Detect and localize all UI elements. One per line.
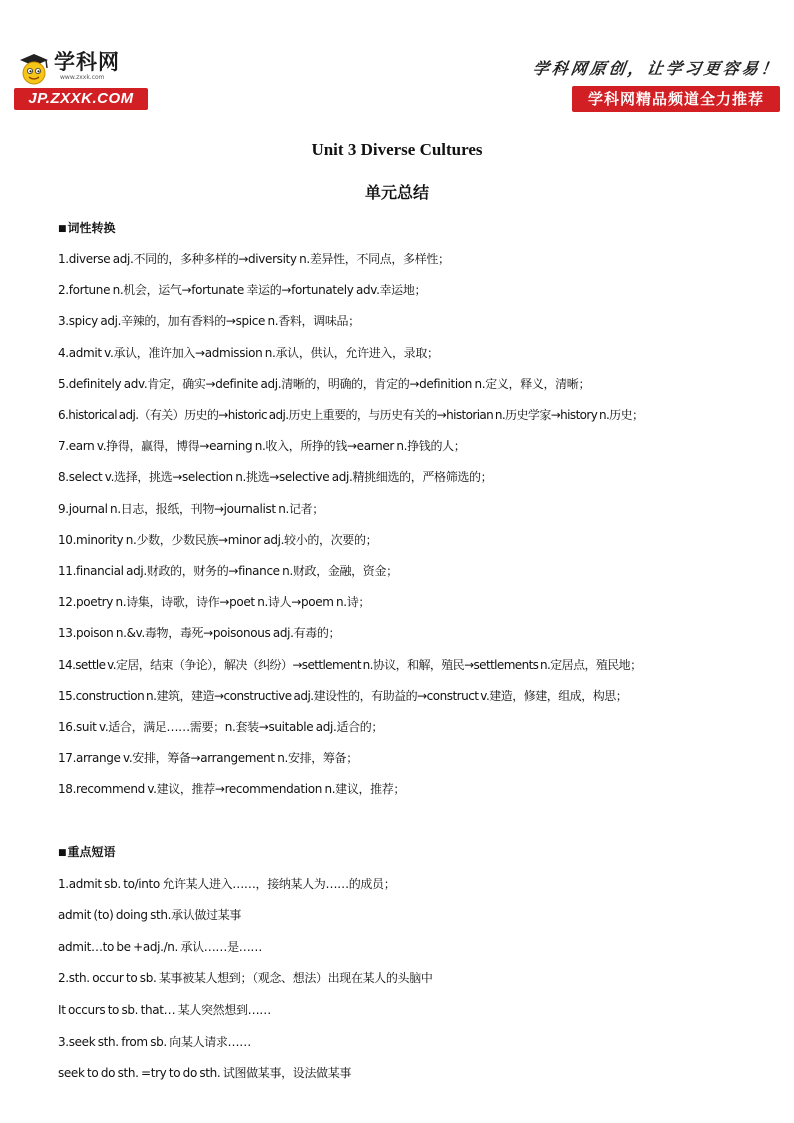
page-subtitle: 单元总结 [364, 183, 429, 202]
logo-small-url: www.zxxk.com [60, 74, 105, 81]
list-item: 18.recommend v.建议，推荐→recommendation n.建议，推荐； [58, 782, 406, 796]
mascot-icon [16, 52, 52, 88]
list-item: It occurs to sb. that… 某人突然想到…… [58, 1003, 271, 1017]
list-item: 2.sth. occur to sb. 某事被某人想到；（观念、想法）出现在某人的头脑中 [58, 971, 433, 985]
list-item: 8.select v.选择，挑选→selection n.挑选→selective adj.精挑细选的，严格筛选的； [58, 470, 493, 484]
list-item: 16.suit v.适合，满足……需要；n.套装→suitable adj.适合的； [58, 720, 384, 734]
list-item: 15.construction n.建筑，建造→constructive adj.建设性的，有助益的→construct v.建造，修建，组成，构思； [58, 689, 628, 703]
list-item: admit…to be +adj./n. 承认……是…… [58, 940, 263, 954]
list-item: 10.minority n.少数，少数民族→minor adj.较小的，次要的； [58, 533, 378, 547]
page-title: Unit 3 Diverse Cultures [311, 140, 483, 159]
square-bullet-icon: ■ [58, 848, 67, 858]
section-heading-label: 词性转换 [67, 221, 116, 235]
list-item: 1.diverse adj.不同的，多种多样的→diversity n.差异性，不同点，多样性； [58, 252, 450, 266]
list-item: 2.fortune n.机会，运气→fortunate 幸运的→fortunately adv.幸运地； [58, 283, 427, 297]
list-item: 7.earn v.挣得，赢得，博得→earning n.收入，所挣的钱→earner n.挣钱的人； [58, 439, 466, 453]
list-item: 5.definitely adv.肯定，确实→definite adj.清晰的，明确的，肯定的→definition n.定义，释义，清晰； [58, 377, 591, 391]
page-header [0, 0, 794, 120]
list-item: 3.spicy adj.辛辣的，加有香料的→spice n.香料，调味品； [58, 314, 360, 328]
zxxk-logo[interactable] [14, 48, 154, 114]
list-item: 13.poison n.&v.毒物，毒死→poisonous adj.有毒的； [58, 626, 341, 640]
list-item: 1.admit sb. to/into 允许某人进入……，接纳某人为……的成员； [58, 877, 396, 891]
list-item: admit (to) doing sth.承认做过某事 [58, 908, 241, 922]
list-item: 9.journal n.日志，报纸，刊物→journalist n.记者； [58, 502, 324, 516]
section-heading-word-forms [58, 219, 116, 236]
list-item: 3.seek sth. from sb. 向某人请求…… [58, 1035, 251, 1049]
list-item: 11.financial adj.财政的，财务的→finance n.财政，金融，资金； [58, 564, 398, 578]
slogan: 学科网原创，让学习更容易！ [531, 59, 782, 78]
list-item: 12.poetry n.诗集，诗歌，诗作→poet n.诗人→poem n.诗； [58, 595, 371, 609]
list-item: 6.historical adj.（有关）历史的→historic adj.历史上重要的，与历史有关的→historian n.历史学家→history n.历史； [58, 408, 644, 422]
list-item: 14.settle v.定居，结束（争论），解决（纠纷）→settlement n.协议，和解，殖民→settlements n.定居点，殖民地； [58, 658, 642, 672]
slogan-banner: 学科网精品频道全力推荐 [572, 86, 780, 112]
list-item: 17.arrange v.安排，筹备→arrangement n.安排，筹备； [58, 751, 358, 765]
section-heading-key-phrases [58, 843, 116, 860]
list-item: seek to do sth. =try to do sth. 试图做某事，设法做某事 [58, 1066, 351, 1080]
logo-name: 学科网 [54, 50, 120, 74]
square-bullet-icon: ■ [58, 224, 67, 234]
logo-url-badge[interactable]: JP.ZXXK.COM [14, 88, 148, 110]
list-item: 4.admit v.承认，准许加入→admission n.承认，供认，允许进入，录取； [58, 346, 439, 360]
section-heading-label: 重点短语 [67, 845, 116, 859]
